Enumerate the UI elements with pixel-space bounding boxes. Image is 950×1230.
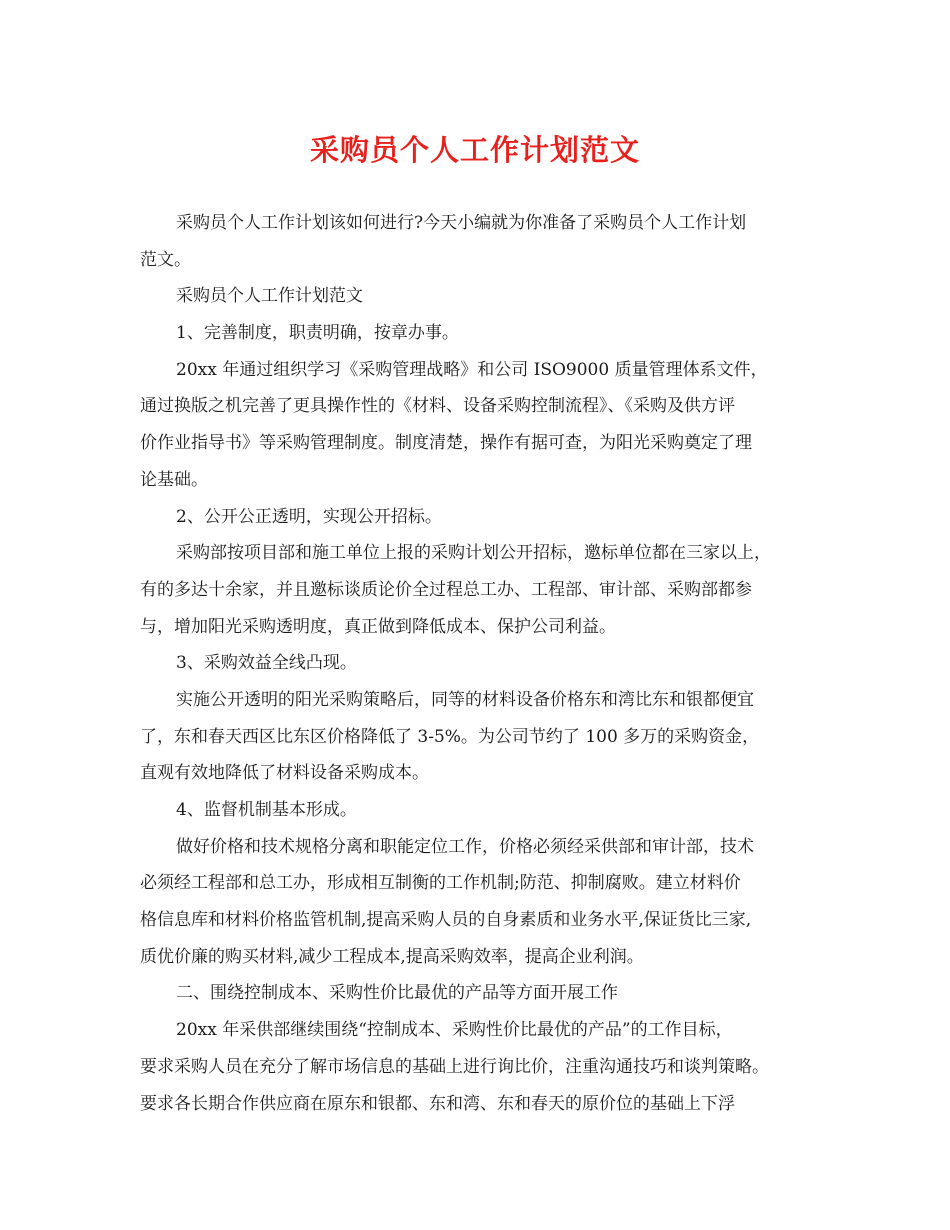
paragraph-line: 价作业指导书》等采购管理制度。制度清楚，操作有据可查，为阳光采购奠定了理 <box>140 433 752 454</box>
paragraph-line: 20xx 年采供部继续围绕“控制成本、采购性价比最优的产品”的工作目标， <box>176 1020 733 1041</box>
paragraph-line: 采购部按项目部和施工单位上报的采购计划公开招标，邀标单位都在三家以上， <box>176 543 771 564</box>
paragraph-line: 必须经工程部和总工办，形成相互制衡的工作机制;防范、抑制腐败。建立材料价 <box>140 873 741 894</box>
paragraph-line: 了，东和春天西区比东区价格降低了 3-5%。为公司节约了 100 多万的采购资金， <box>140 726 760 747</box>
section-heading: 3、采购效益全线凸现。 <box>176 653 357 674</box>
paragraph-line: 做好价格和技术规格分离和职能定位工作，价格必须经采供部和审计部，技术 <box>176 836 754 857</box>
paragraph-line: 有的多达十余家，并且邀标谈质论价全过程总工办、工程部、审计部、采购部都参 <box>140 579 752 600</box>
paragraph-line: 论基础。 <box>140 469 208 490</box>
document-body <box>140 205 830 1122</box>
paragraph-line: 通过换版之机完善了更具操作性的《材料、设备采购控制流程》、《采购及供方评 <box>140 396 735 417</box>
paragraph-line: 与，增加阳光采购透明度，真正做到降低成本、保护公司利益。 <box>140 616 616 637</box>
paragraph-line: 格信息库和材料价格监管机制,提高采购人员的自身素质和业务水平,保证货比三家, <box>140 910 752 931</box>
paragraph-line: 要求采购人员在充分了解市场信息的基础上进行询比价，注重沟通技巧和谈判策略。 <box>140 1056 769 1077</box>
paragraph-line: 采购员个人工作计划该如何进行?今天小编就为你准备了采购员个人工作计划 <box>176 213 747 233</box>
paragraph-line: 直观有效地降低了材料设备采购成本。 <box>140 763 429 784</box>
paragraph-line: 质优价廉的购买材料,减少工程成本,提高采购效率，提高企业利润。 <box>140 946 644 967</box>
document-title: 采购员个人工作计划范文 <box>309 133 640 167</box>
paragraph-line: 20xx 年通过组织学习《采购管理战略》和公司 ISO9000 质量管理体系文件， <box>176 359 768 380</box>
section-heading: 4、监督机制基本形成。 <box>176 800 357 820</box>
paragraph-line: 范文。 <box>140 249 191 270</box>
section-heading: 采购员个人工作计划范文 <box>176 286 363 307</box>
section-heading: 2、公开公正透明，实现公开招标。 <box>176 506 442 527</box>
paragraph-line: 实施公开透明的阳光采购策略后，同等的材料设备价格东和湾比东和银都便宜 <box>176 689 754 710</box>
paragraph-line: 要求各长期合作供应商在原东和银都、东和湾、东和春天的原价位的基础上下浮 <box>140 1093 735 1114</box>
section-heading: 二、围绕控制成本、采购性价比最优的产品等方面开展工作 <box>176 983 618 1004</box>
section-heading: 1、完善制度，职责明确，按章办事。 <box>176 323 459 344</box>
